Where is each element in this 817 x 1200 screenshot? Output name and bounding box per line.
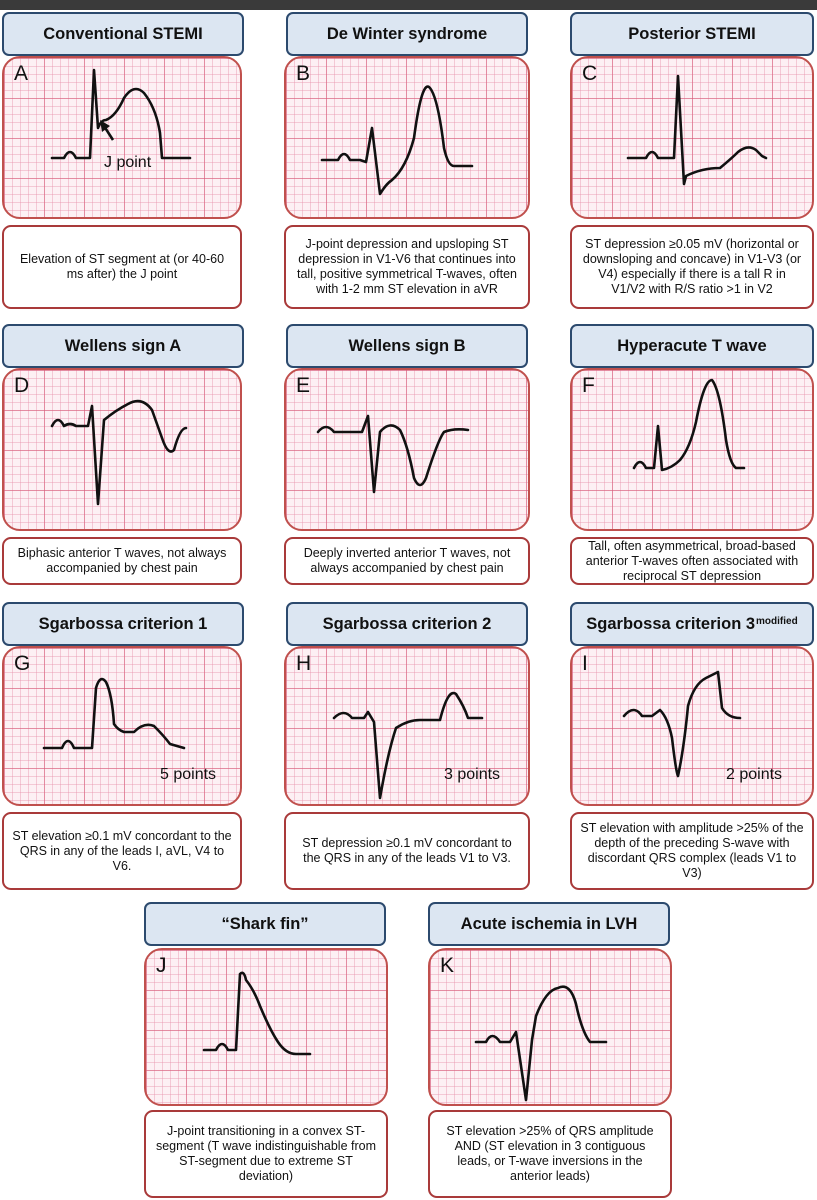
points-label: 2 points <box>726 766 783 783</box>
panel-letter: D <box>14 374 30 397</box>
panel-title: Sgarbossa criterion 3 $^{modified}$ <box>570 602 814 646</box>
ecg-trace-svg <box>4 370 242 531</box>
ecg-trace <box>204 973 310 1054</box>
panel-title: Wellens sign B <box>286 324 528 368</box>
panel-letter: A <box>14 62 29 85</box>
panel-description: ST elevation with amplitude >25% of the depth of the preceding S-wave with discordant QRS complex (leads V1 to V3) <box>570 812 814 890</box>
ecg-trace-svg <box>572 370 814 531</box>
ecg-trace-svg <box>430 950 672 1106</box>
panel-letter: C <box>582 62 598 85</box>
ecg-trace <box>52 70 190 158</box>
points-label: 5 points <box>160 766 217 783</box>
panel-title: Acute ischemia in LVH <box>428 902 670 946</box>
panel-description: Biphasic anterior T waves, not always accompanied by chest pain <box>2 537 242 585</box>
panel-description: J-point depression and upsloping ST depression in V1-V6 that continues into tall, positive symmetrical T-waves, often with 1-2 mm ST elevation in aVR <box>284 225 530 309</box>
ecg-grid <box>2 368 242 531</box>
panel-letter: H <box>296 652 312 675</box>
ecg-trace-svg <box>286 370 530 531</box>
ecg-trace <box>52 401 186 504</box>
ecg-grid <box>428 948 672 1106</box>
ecg-trace <box>628 76 766 184</box>
points-label: 3 points <box>444 766 501 783</box>
ecg-trace <box>318 416 468 492</box>
ecg-grid <box>570 646 814 806</box>
panel-title: Posterior STEMI <box>570 12 814 56</box>
ecg-trace <box>634 380 744 470</box>
panel-description: Tall, often asymmetrical, broad-based anterior T-waves often associated with reciprocal ST depression <box>570 537 814 585</box>
panel-letter: J <box>156 954 167 977</box>
panel-description: Deeply inverted anterior T waves, not always accompanied by chest pain <box>284 537 530 585</box>
ecg-trace <box>322 87 472 194</box>
j-point-label: J point <box>104 154 152 171</box>
ecg-trace-svg <box>4 58 242 219</box>
panel-letter: G <box>14 652 31 675</box>
ecg-grid <box>284 56 530 219</box>
panel-letter: K <box>440 954 455 977</box>
ecg-trace <box>44 679 184 748</box>
panel-title: Conventional STEMI <box>2 12 244 56</box>
panel-letter: B <box>296 62 311 85</box>
ecg-grid <box>284 646 530 806</box>
panel-title: Hyperacute T wave <box>570 324 814 368</box>
panel-description: ST depression ≥0.1 mV concordant to the QRS in any of the leads V1 to V3. <box>284 812 530 890</box>
ecg-grid <box>144 948 388 1106</box>
ecg-grid <box>570 368 814 531</box>
panel-title: Sgarbossa criterion 2 <box>286 602 528 646</box>
arrow-icon <box>100 120 113 140</box>
panel-description: ST elevation >25% of QRS amplitude AND (ST elevation in 3 contiguous leads, or T-wave inversions in the anterior leads) <box>428 1110 672 1198</box>
panel-title: De Winter syndrome <box>286 12 528 56</box>
panel-description: ST elevation ≥0.1 mV concordant to the QRS in any of the leads I, aVL, V4 to V6. <box>2 812 242 890</box>
panel-letter: F <box>582 374 595 397</box>
ecg-grid <box>570 56 814 219</box>
panel-title: “Shark fin” <box>144 902 386 946</box>
panel-letter: I <box>582 652 588 675</box>
panel-description: ST depression ≥0.05 mV (horizontal or downsloping and concave) in V1-V3 (or V4) especially if there is a tall R in V1/V2 with R/S ratio >1 in V2 <box>570 225 814 309</box>
ecg-grid <box>284 368 530 531</box>
ecg-trace <box>624 672 740 776</box>
top-bar <box>0 0 817 10</box>
panel-description: J-point transitioning in a convex ST-segment (T wave indistinguishable from ST-segment due to extreme ST deviation) <box>144 1110 388 1198</box>
ecg-grid <box>2 646 242 806</box>
ecg-trace <box>476 987 606 1100</box>
panel-title: Sgarbossa criterion 1 <box>2 602 244 646</box>
panel-title: Wellens sign A <box>2 324 244 368</box>
ecg-trace-svg <box>146 950 388 1106</box>
ecg-trace-svg <box>572 58 814 219</box>
ecg-grid <box>2 56 242 219</box>
ecg-trace-svg <box>286 58 530 219</box>
panel-description: Elevation of ST segment at (or 40-60 ms after) the J point <box>2 225 242 309</box>
panel-letter: E <box>296 374 311 397</box>
